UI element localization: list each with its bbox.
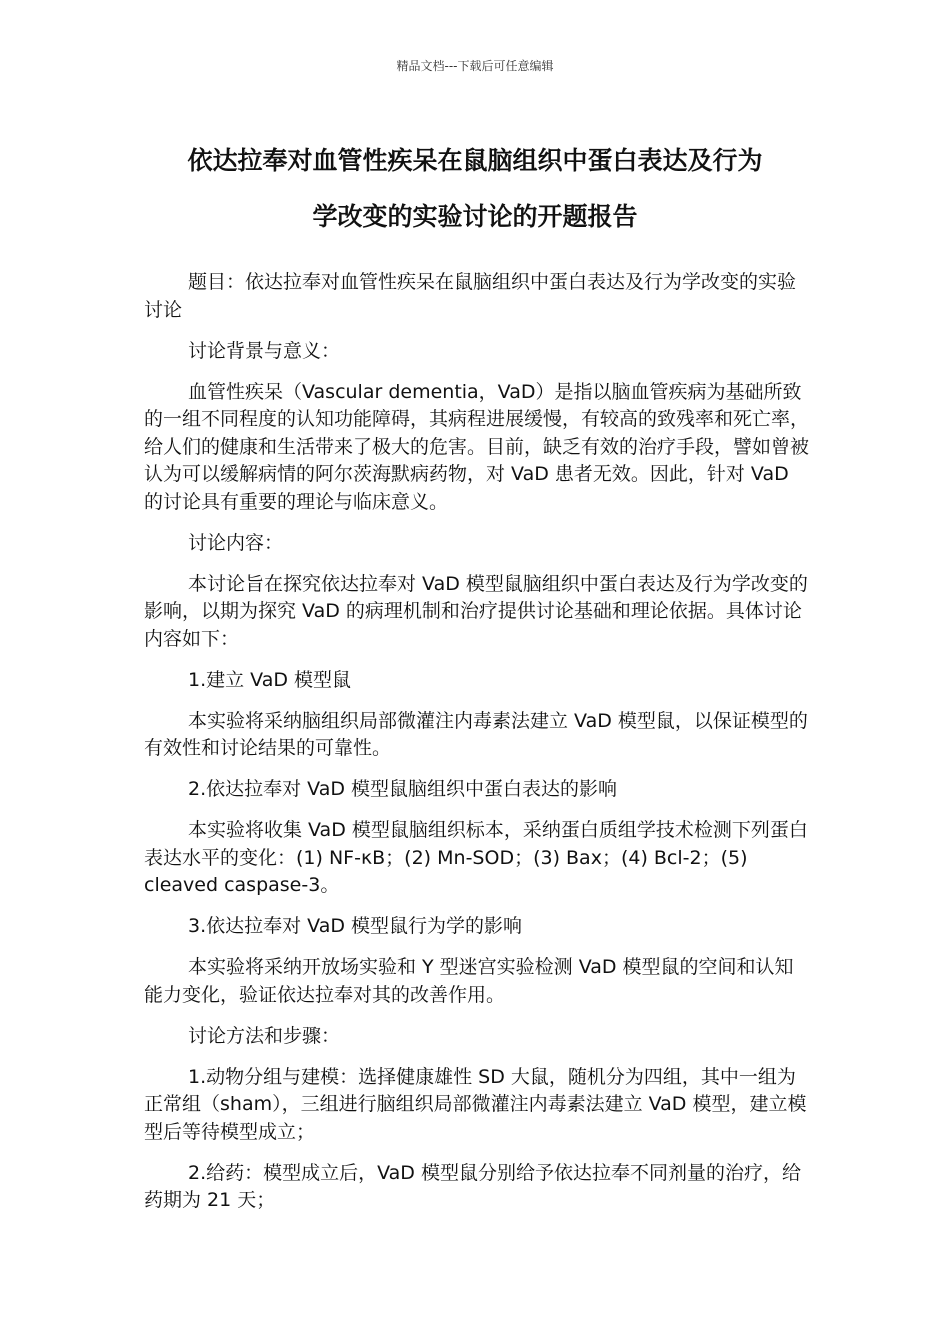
paragraph-3: 本实验将采纳开放场实验和 Y 型迷宫实验检测 VaD 模型鼠的空间和认知能力变化，验证依达拉奉对其的改善作用。 <box>144 956 794 1006</box>
document-body <box>144 269 810 1228</box>
title-line-2: 学改变的实验讨论的开题报告 <box>312 202 638 231</box>
subheading-1: 1.建立 VaD 模型鼠 <box>188 668 352 691</box>
paragraph-topic: 题目：依达拉奉对血管性疾呆在鼠脑组织中蛋白表达及行为学改变的实验讨论 <box>144 271 797 321</box>
heading-content: 讨论内容： <box>188 531 284 554</box>
heading-methods: 讨论方法和步骤： <box>188 1024 341 1047</box>
document-title <box>140 133 810 245</box>
paragraph-2: 本实验将收集 VaD 模型鼠脑组织标本，采纳蛋白质组学技术检测下列蛋白表达水平的变化：(1) NF-κB；(2) Mn-SOD；(3) Bax；(4) Bcl-2；(5) cleaved caspase-3。 <box>144 819 808 896</box>
method-step-1: 1.动物分组与建模：选择健康雄性 SD 大鼠，随机分为四组，其中一组为正常组（sham），三组进行脑组织局部微灌注内毒素法建立 VaD 模型，建立模型后等待模型成立； <box>144 1065 807 1143</box>
page-header: 精品文档---下载后可任意编辑 <box>396 59 554 73</box>
paragraph-1: 本实验将采纳脑组织局部微灌注内毒素法建立 VaD 模型鼠，以保证模型的有效性和讨论结果的可靠性。 <box>144 709 808 759</box>
paragraph-background: 血管性疾呆（Vascular dementia，VaD）是指以脑血管疾病为基础所致的一组不同程度的认知功能障碍，其病程进展缓慢，有较高的致残率和死亡率，给人们的健康和生活带来了极大的危害。目前，缺乏有效的治疗手段，譬如曾被认为可以缓解病情的阿尔茨海默病药物，对 VaD 患者无效。因此，针对 VaD 的讨论具有重要的理论与临床意义。 <box>144 380 810 513</box>
title-line-1: 依达拉奉对血管性疾呆在鼠脑组织中蛋白表达及行为 <box>187 146 763 175</box>
subheading-2: 2.依达拉奉对 VaD 模型鼠脑组织中蛋白表达的影响 <box>188 778 618 800</box>
method-step-2: 2.给药：模型成立后，VaD 模型鼠分别给予依达拉奉不同剂量的治疗，给药期为 21 天； <box>144 1161 801 1211</box>
heading-background: 讨论背景与意义： <box>188 339 341 362</box>
subheading-3: 3.依达拉奉对 VaD 模型鼠行为学的影响 <box>188 915 523 937</box>
paragraph-content: 本讨论旨在探究依达拉奉对 VaD 模型鼠脑组织中蛋白表达及行为学改变的影响，以期为探究 VaD 的病理机制和治疗提供讨论基础和理论依据。具体讨论内容如下： <box>144 572 808 650</box>
